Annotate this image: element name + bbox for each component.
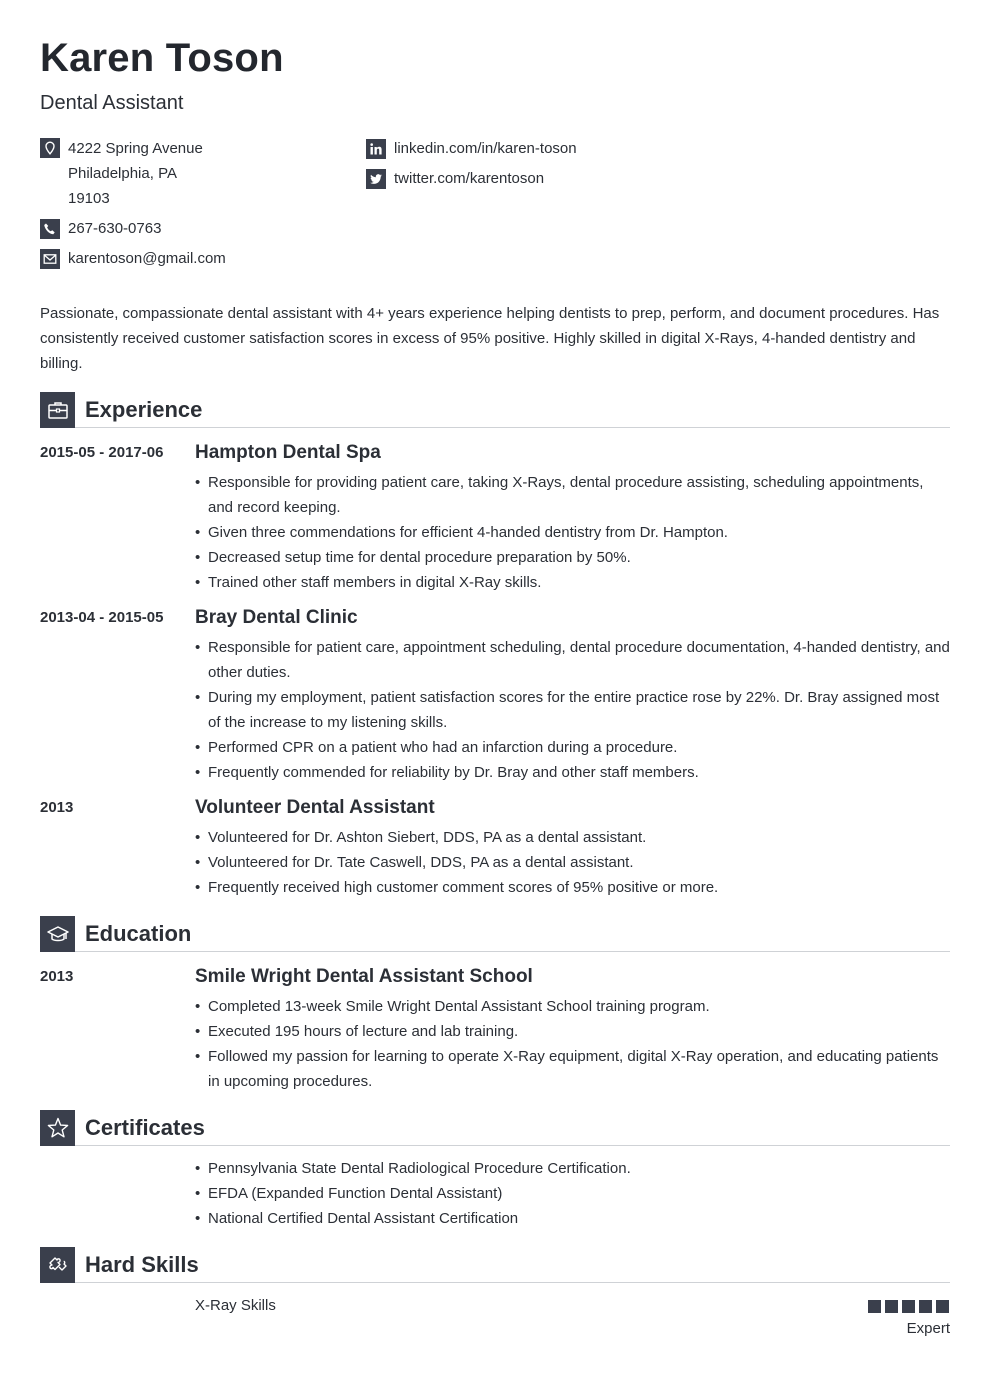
bullet-item: • Volunteered for Dr. Tate Caswell, DDS, PA as a dental assistant. — [195, 850, 950, 875]
job-title: Dental Assistant — [40, 92, 184, 114]
twitter-icon — [366, 169, 386, 189]
bullet-item: • Executed 195 hours of lecture and lab training. — [195, 1019, 950, 1044]
profile-summary: Passionate, compassionate dental assistant with 4+ years experience helping dentists to prep, perform, and document procedures. Has consistently received customer satisfaction scores in excess of 95% positive. Highly skilled in digital X-Rays, 4-handed dentistry and billing. — [40, 305, 940, 372]
address-street: 4222 Spring Avenue — [68, 140, 203, 157]
linkedin-link[interactable]: linkedin.com/in/karen-toson — [394, 140, 577, 157]
certificate-list — [195, 1156, 950, 1231]
graduation-cap-icon — [46, 922, 70, 946]
bullet-item: • Responsible for patient care, appointment scheduling, dental procedure documentation, 4-handed dentistry, and other duties. — [195, 635, 950, 685]
rating-square — [919, 1300, 932, 1313]
email-address[interactable]: karentoson@gmail.com — [68, 250, 226, 267]
address-city: Philadelphia, PA — [68, 165, 177, 182]
section-education — [40, 916, 950, 952]
resume-name: Karen Toson — [40, 36, 284, 80]
entry-organization: Hampton Dental Spa — [195, 442, 381, 463]
entry-bullets — [195, 994, 950, 1094]
entry-date: 2013 — [40, 799, 74, 816]
bullet-item: • Frequently received high customer comment scores of 95% positive or more. — [195, 875, 950, 900]
skill-name: X-Ray Skills — [195, 1297, 276, 1314]
contact-twitter — [366, 169, 544, 189]
entry-date: 2013 — [40, 968, 74, 985]
rating-square — [885, 1300, 898, 1313]
linkedin-icon — [366, 139, 386, 159]
address-zip: 19103 — [68, 190, 110, 207]
rating-square — [902, 1300, 915, 1313]
phone-number: 267-630-0763 — [68, 220, 162, 237]
bullet-item: • Decreased setup time for dental procedure preparation by 50%. — [195, 545, 950, 570]
star-icon — [46, 1116, 70, 1140]
entry-bullets — [195, 635, 950, 785]
bullet-item: • National Certified Dental Assistant Certification — [195, 1206, 950, 1231]
contact-phone — [40, 219, 161, 239]
rating-square — [868, 1300, 881, 1313]
section-hard-skills — [40, 1247, 950, 1283]
entry-organization: Smile Wright Dental Assistant School — [195, 966, 533, 987]
section-title: Experience — [85, 397, 203, 422]
contact-email — [40, 249, 226, 269]
phone-icon — [40, 219, 60, 239]
skill-level: Expert — [906, 1320, 950, 1337]
bullet-item: • During my employment, patient satisfaction scores for the entire practice rose by 22%. Dr. Bray assigned most of the increase to my listening skills. — [195, 685, 950, 735]
bullet-item: • Frequently commended for reliability by Dr. Bray and other staff members. — [195, 760, 950, 785]
entry-date: 2015-05 - 2017-06 — [40, 444, 164, 461]
section-title: Education — [85, 921, 192, 946]
rating-square — [936, 1300, 949, 1313]
contact-linkedin — [366, 139, 577, 159]
puzzle-icon — [46, 1253, 70, 1277]
skill-rating — [868, 1300, 949, 1313]
entry-organization: Volunteer Dental Assistant — [195, 797, 435, 818]
entry-organization: Bray Dental Clinic — [195, 607, 358, 628]
entry-bullets — [195, 825, 950, 900]
entry-bullets — [195, 470, 950, 595]
section-experience — [40, 392, 950, 428]
bullet-item: • Volunteered for Dr. Ashton Siebert, DDS, PA as a dental assistant. — [195, 825, 950, 850]
entry-date: 2013-04 - 2015-05 — [40, 609, 164, 626]
bullet-item: • Responsible for providing patient care, taking X-Rays, dental procedure assisting, scheduling appointments, and record keeping. — [195, 470, 950, 520]
contact-address — [40, 136, 203, 211]
bullet-item: • Performed CPR on a patient who had an infarction during a procedure. — [195, 735, 950, 760]
bullet-item: • Followed my passion for learning to operate X-Ray equipment, digital X-Ray operation, and educating patients in upcoming procedures. — [195, 1044, 950, 1094]
bullet-item: • EFDA (Expanded Function Dental Assistant) — [195, 1181, 950, 1206]
bullet-item: • Given three commendations for efficient 4-handed dentistry from Dr. Hampton. — [195, 520, 950, 545]
briefcase-icon — [46, 398, 70, 422]
bullet-item: • Pennsylvania State Dental Radiological Procedure Certification. — [195, 1156, 950, 1181]
bullet-item: • Trained other staff members in digital X-Ray skills. — [195, 570, 950, 595]
twitter-link[interactable]: twitter.com/karentoson — [394, 170, 545, 187]
section-title: Certificates — [85, 1115, 205, 1140]
map-pin-icon — [40, 138, 60, 158]
envelope-icon — [40, 249, 60, 269]
section-certificates — [40, 1110, 950, 1146]
bullet-item: • Completed 13-week Smile Wright Dental Assistant School training program. — [195, 994, 950, 1019]
section-title: Hard Skills — [85, 1252, 199, 1277]
